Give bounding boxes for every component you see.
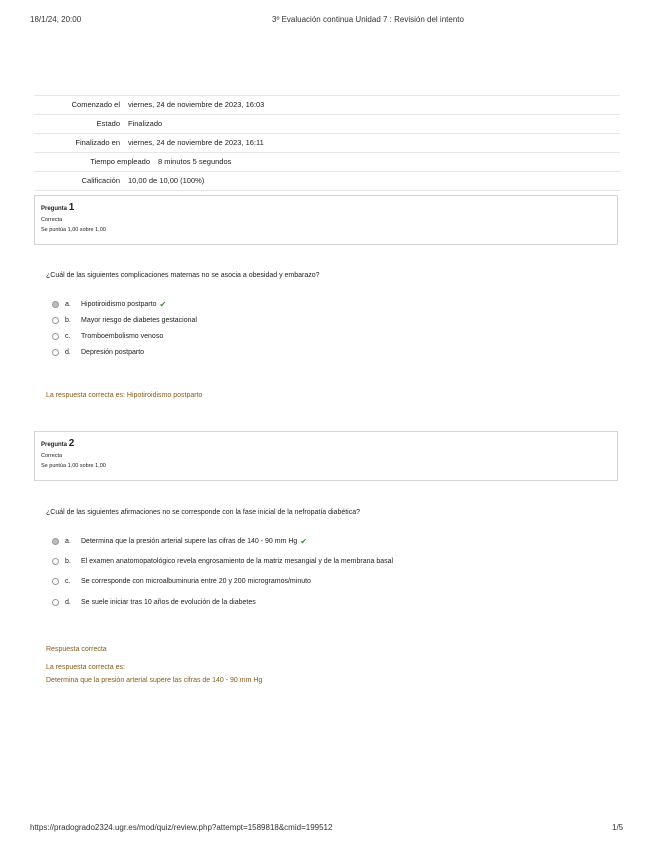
page-title: 3º Evaluación continua Unidad 7 : Revisión del intento (272, 15, 464, 24)
summary-label: Finalizado en (75, 138, 120, 147)
summary-row-state (34, 114, 620, 133)
option-text: Tromboembolismo venoso (81, 333, 164, 340)
question-info-box-1 (34, 195, 618, 245)
page-url: https://pradogrado2324.ugr.es/mod/quiz/review.php?attempt=1589818&cmid=199512 (30, 823, 333, 832)
option-letter: b. (65, 317, 71, 324)
q2-option-d[interactable] (52, 599, 256, 606)
option-text: El examen anatomopatológico revela engrosamiento de la matriz mesangial y de la membrana basal (81, 558, 394, 565)
option-text: Se corresponde con microalbuminuria entre 20 y 200 microgramos/minuto (81, 578, 311, 585)
summary-label: Comenzado el (71, 100, 120, 109)
option-letter: c. (65, 333, 71, 340)
q1-option-d[interactable] (52, 349, 144, 356)
question-status: Correcta (41, 453, 63, 459)
radio-icon[interactable] (52, 599, 59, 606)
q2-option-a[interactable] (52, 537, 307, 546)
summary-value: 8 minutos 5 segundos (158, 157, 232, 166)
question-label: Pregunta (41, 206, 68, 212)
radio-icon[interactable] (52, 333, 59, 340)
question-text-2: ¿Cuál de las siguientes afirmaciones no se corresponde con la fase inicial de la nefropatía diabética? (46, 509, 361, 516)
option-text: Determina que la presión arterial supere las cifras de 140 - 90 mm Hg (81, 538, 298, 545)
summary-label: Tiempo empleado (90, 157, 150, 166)
question-score: Se puntúa 1,00 sobre 1,00 (41, 227, 106, 233)
summary-value: Finalizado (128, 119, 163, 128)
summary-row-time (34, 152, 620, 171)
question-label: Pregunta (41, 442, 68, 448)
radio-icon[interactable] (52, 317, 59, 324)
option-text: Hipotiroidismo postparto (81, 301, 157, 308)
question-score: Se puntúa 1,00 sobre 1,00 (41, 463, 106, 469)
check-icon: ✔ (300, 537, 308, 546)
question-status: Correcta (41, 217, 63, 223)
radio-icon[interactable] (52, 578, 59, 585)
q2-option-b[interactable] (52, 558, 393, 565)
option-letter: d. (65, 599, 71, 606)
option-letter: c. (65, 578, 71, 585)
radio-selected-icon[interactable] (52, 538, 59, 545)
radio-icon[interactable] (52, 558, 59, 565)
option-letter: d. (65, 349, 71, 356)
q2-feedback-status: Respuesta correcta (46, 646, 107, 653)
q1-feedback: La respuesta correcta es: Hipotiroidismo postparto (46, 392, 203, 399)
question-number: 1 (68, 202, 75, 213)
summary-value: viernes, 24 de noviembre de 2023, 16:03 (128, 100, 265, 109)
option-text: Mayor riesgo de diabetes gestacional (81, 317, 197, 324)
summary-label: Calificación (81, 176, 120, 185)
option-letter: a. (65, 538, 71, 545)
option-letter: a. (65, 301, 71, 308)
q1-option-c[interactable] (52, 333, 163, 340)
option-text: Depresión postparto (81, 349, 145, 356)
summary-value: viernes, 24 de noviembre de 2023, 16:11 (128, 138, 264, 147)
option-letter: b. (65, 558, 71, 565)
summary-row-grade (34, 171, 620, 191)
question-number: 2 (68, 438, 75, 449)
attempt-summary (34, 95, 620, 191)
q2-feedback-answer: Determina que la presión arterial supere las cifras de 140 - 90 mm Hg (46, 677, 263, 684)
check-icon: ✔ (159, 300, 167, 309)
radio-selected-icon[interactable] (52, 301, 59, 308)
q2-option-c[interactable] (52, 578, 311, 585)
q2-feedback-label: La respuesta correcta es: (46, 664, 125, 671)
page-number: 1/5 (612, 823, 624, 832)
question-info-box-2 (34, 431, 618, 481)
summary-value: 10,00 de 10,00 (100%) (128, 176, 205, 185)
print-date: 18/1/24, 20:00 (30, 15, 82, 24)
question-text-1: ¿Cuál de las siguientes complicaciones maternas no se asocia a obesidad y embarazo? (46, 272, 320, 279)
option-text: Se suele iniciar tras 10 años de evolución de la diabetes (81, 599, 256, 606)
q1-option-a[interactable] (52, 300, 166, 309)
summary-row-finished (34, 133, 620, 152)
summary-label: Estado (96, 119, 120, 128)
q1-option-b[interactable] (52, 317, 197, 324)
summary-row-started (34, 95, 620, 114)
radio-icon[interactable] (52, 349, 59, 356)
